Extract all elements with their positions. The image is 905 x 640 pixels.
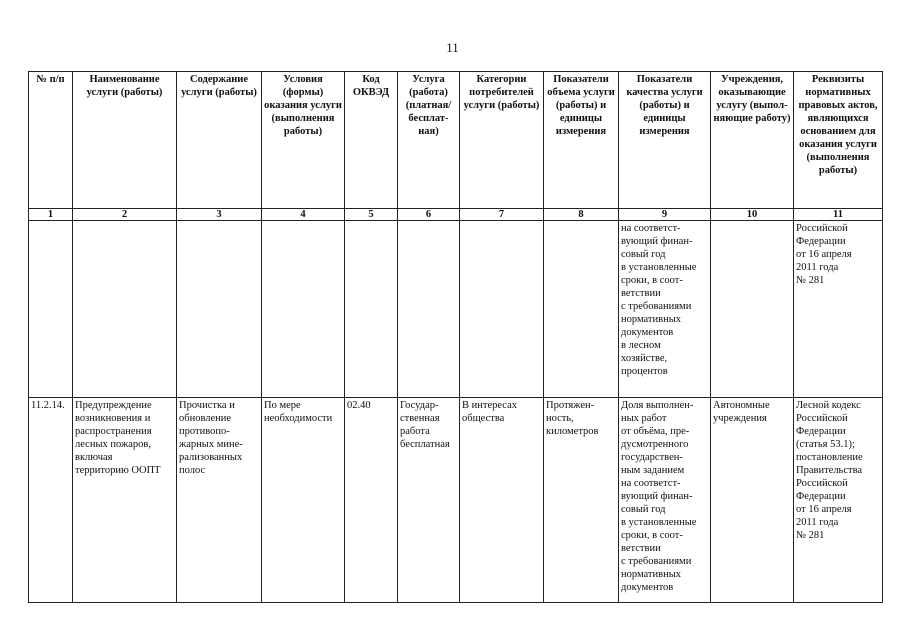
header-row [29, 72, 883, 209]
header-cell: № п/п [29, 72, 73, 209]
column-number: 10 [711, 209, 794, 221]
table-cell [345, 221, 398, 398]
header-cell: Показатели качества услуги (работы) и единицы измерения [619, 72, 711, 209]
institution-cell: Автономные учреждения [711, 398, 794, 603]
conditions-cell: По мере необходимости [262, 398, 345, 603]
column-number: 7 [460, 209, 544, 221]
header-cell: Код ОКВЭД [345, 72, 398, 209]
okved-code-cell: 02.40 [345, 398, 398, 603]
page-number: 11 [446, 40, 459, 55]
quality-indicator-cell: Доля выполнен- ных работ от объёма, пре- дусмотренного государствен- ным заданием на соответст- вующий финан- совый год в установленные сроки, в соот- ветствии с требованиями нормативных документов [619, 398, 711, 603]
header-cell: Условия (формы) оказания услуги (выполнения работы) [262, 72, 345, 209]
continuation-row [29, 221, 883, 398]
volume-indicator-cell: Протяжен- ность, километров [544, 398, 619, 603]
column-number-row [29, 209, 883, 221]
legal-acts-cell: Лесной кодекс Российской Федерации (статья 53.1); постановление Правительства Российской Федерации от 16 апреля 2011 года № 281 [794, 398, 883, 603]
header-cell: Категории потребителей услуги (работы) [460, 72, 544, 209]
service-name-cell: Предупреждение возникновения и распространения лесных пожаров, включая территорию ООПТ [73, 398, 177, 603]
table-cell [73, 221, 177, 398]
column-number: 1 [29, 209, 73, 221]
service-content-cell: Прочистка и обновление противопо- жарных мине- рализованных полос [177, 398, 262, 603]
table-cell [177, 221, 262, 398]
column-number: 3 [177, 209, 262, 221]
row-number-cell: 11.2.14. [29, 398, 73, 603]
header-cell: Услуга (работа) (платная/ бесплат-ная) [398, 72, 460, 209]
table-row [29, 398, 883, 603]
services-table [28, 71, 883, 603]
quality-indicator-cell: на соответст- вующий финан- совый год в установленные сроки, в соот- ветствии с требованиями нормативных документов в лесном хозяйстве, процентов [619, 221, 711, 398]
table-cell [460, 221, 544, 398]
header-cell: Наименование услуги (работы) [73, 72, 177, 209]
table-cell [398, 221, 460, 398]
column-number: 8 [544, 209, 619, 221]
header-cell: Реквизиты нормативных правовых актов, являющихся основанием для оказания услуги (выполнения работы) [794, 72, 883, 209]
consumer-category-cell: В интересах общества [460, 398, 544, 603]
header-cell: Содержание услуги (работы) [177, 72, 262, 209]
table-cell [29, 221, 73, 398]
paid-free-cell: Государ- ственная работа бесплатная [398, 398, 460, 603]
table-cell [544, 221, 619, 398]
table-cell [262, 221, 345, 398]
header-cell: Учреждения, оказывающие услугу (выпол-няющие работу) [711, 72, 794, 209]
column-number: 2 [73, 209, 177, 221]
column-number: 5 [345, 209, 398, 221]
column-number: 11 [794, 209, 883, 221]
table-cell [711, 221, 794, 398]
column-number: 4 [262, 209, 345, 221]
column-number: 6 [398, 209, 460, 221]
column-number: 9 [619, 209, 711, 221]
legal-acts-cell: Российской Федерации от 16 апреля 2011 года № 281 [794, 221, 883, 398]
header-cell: Показатели объема услуги (работы) и единицы измерения [544, 72, 619, 209]
